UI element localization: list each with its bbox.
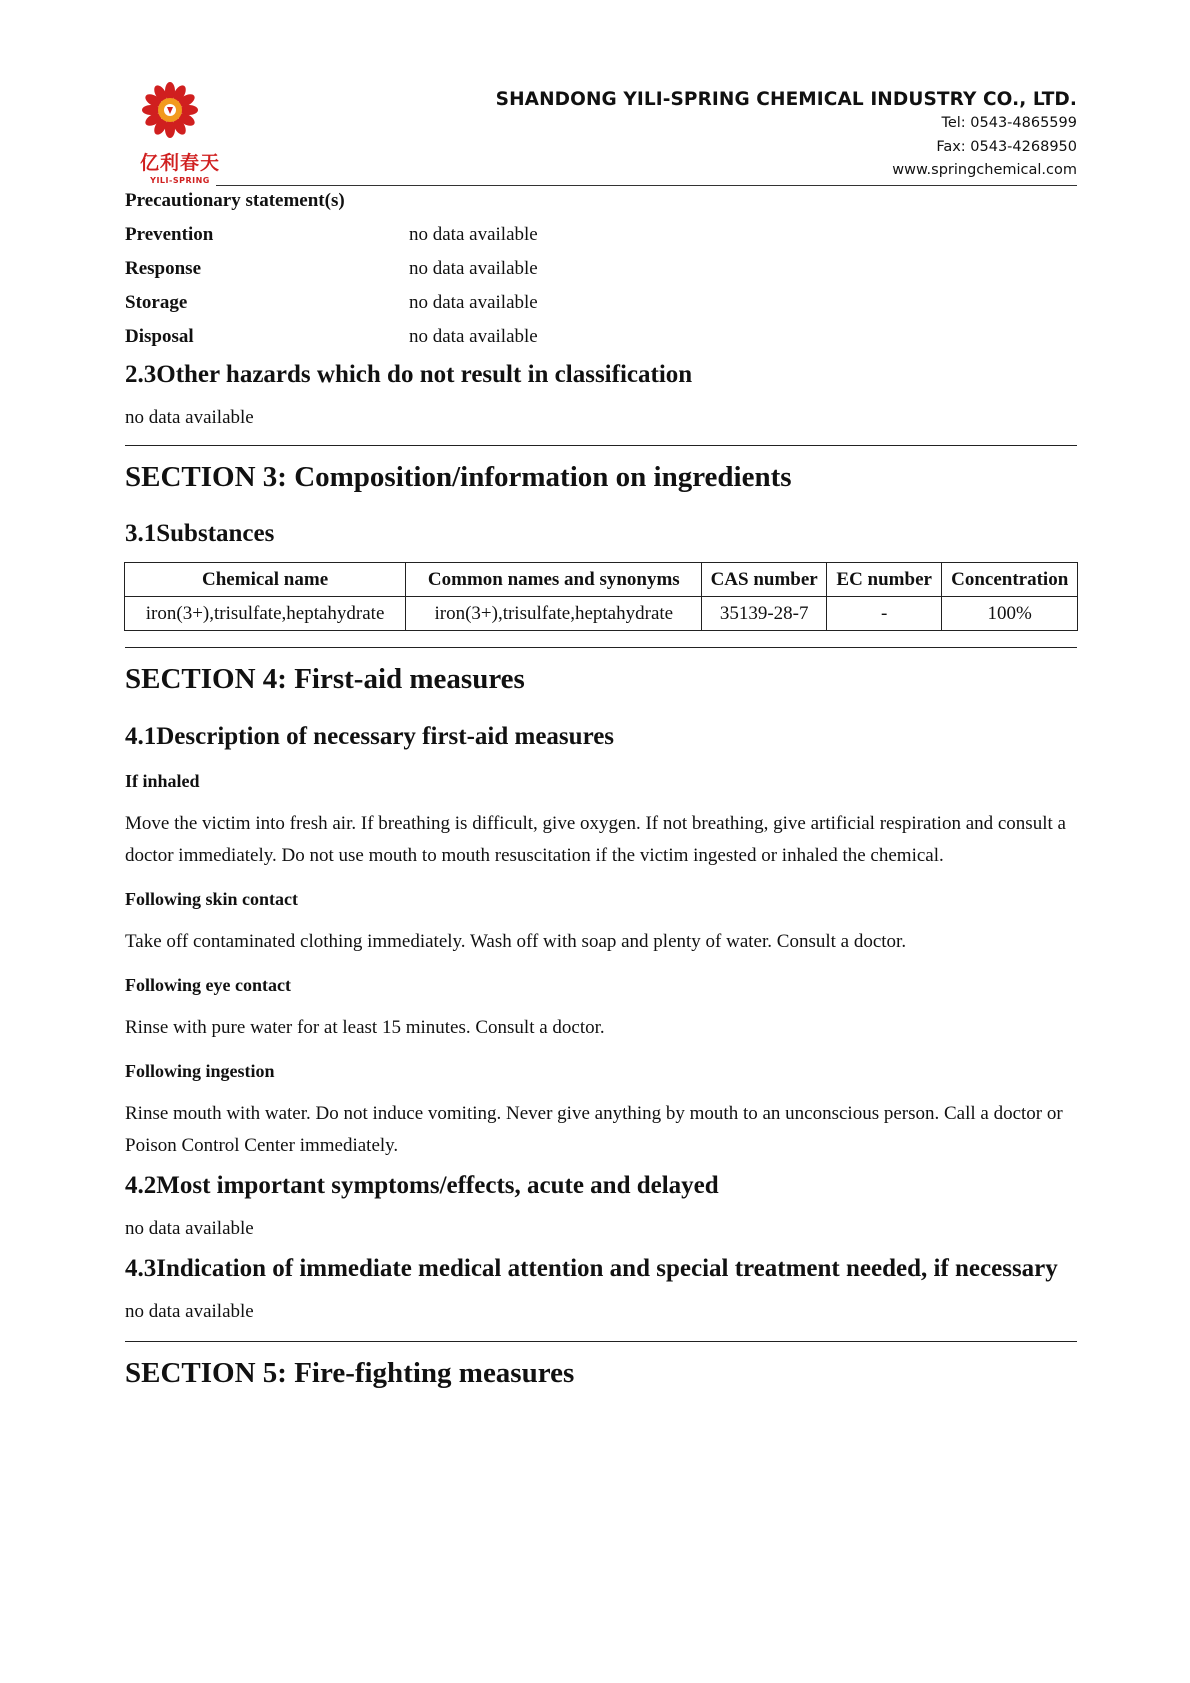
section-3-title: SECTION 3: Composition/information on ingredients (125, 461, 792, 493)
precaution-row (125, 223, 1077, 247)
cell-cas-number: 35139-28-7 (702, 597, 827, 631)
label-if-inhaled: If inhaled (125, 771, 200, 791)
col-concentration: Concentration (942, 563, 1078, 597)
precaution-value: no data available (409, 258, 538, 279)
section-4-title: SECTION 4: First-aid measures (125, 663, 525, 695)
company-header (496, 88, 1077, 183)
precaution-label: Response (125, 258, 202, 279)
precaution-label: Prevention (125, 224, 214, 245)
section-divider (125, 647, 1077, 648)
col-cas-number: CAS number (702, 563, 827, 597)
section-divider (125, 1341, 1077, 1342)
section-5-title: SECTION 5: Fire-fighting measures (125, 1357, 575, 1389)
company-website[interactable]: www.springchemical.com (892, 162, 1077, 178)
label-skin-contact: Following skin contact (125, 889, 299, 909)
col-ec-number: EC number (826, 563, 941, 597)
col-chemical-name: Chemical name (125, 563, 406, 597)
precaution-label: Disposal (125, 326, 194, 347)
cell-concentration: 100% (942, 597, 1078, 631)
heading-4-1: 4.1Description of necessary first-aid measures (125, 723, 615, 750)
text-4-2: no data available (125, 1218, 254, 1239)
label-eye-contact: Following eye contact (125, 975, 291, 995)
text-4-3: no data available (125, 1301, 254, 1322)
heading-4-3: 4.3Indication of immediate medical attention and special treatment needed, if necessary (125, 1255, 1058, 1282)
header-divider (216, 185, 1077, 186)
col-common-names: Common names and synonyms (406, 563, 702, 597)
precaution-value: no data available (409, 224, 538, 245)
company-name: SHANDONG YILI-SPRING CHEMICAL INDUSTRY CO., LTD. (495, 89, 1077, 110)
heading-4-2: 4.2Most important symptoms/effects, acute and delayed (125, 1172, 719, 1199)
heading-3-1: 3.1Substances (125, 520, 275, 547)
label-ingestion: Following ingestion (125, 1061, 275, 1081)
text-ingestion: Rinse mouth with water. Do not induce vomiting. Never give anything by mouth to an unconscious person. Call a doctor or Poison Control Center immediately. (125, 1103, 1063, 1156)
document-content (125, 189, 1077, 1391)
section-divider (125, 445, 1077, 446)
cell-ec-number: - (826, 597, 941, 631)
text-2-3: no data available (125, 407, 254, 428)
precaution-value: no data available (409, 292, 538, 313)
company-logo (140, 80, 220, 186)
precaution-row (125, 325, 1077, 349)
table-row (125, 597, 1078, 631)
heading-2-3: 2.3Other hazards which do not result in classification (125, 361, 693, 388)
sunflower-logo-icon (140, 80, 220, 152)
precaution-label: Storage (125, 292, 188, 313)
logo-text-chinese: 亿利春天 (140, 152, 221, 174)
logo-text-english: YILI-SPRING (150, 176, 210, 185)
cell-chemical-name: iron(3+),trisulfate,heptahydrate (125, 597, 406, 631)
precautionary-title: Precautionary statement(s) (125, 190, 345, 211)
precaution-row (125, 257, 1077, 281)
company-tel: Tel: 0543-4865599 (941, 115, 1077, 131)
precaution-value: no data available (409, 326, 538, 347)
text-if-inhaled: Move the victim into fresh air. If breathing is difficult, give oxygen. If not breathing, give artificial respiration and consult a doctor immediately. Do not use mouth to mouth resuscitation if the victim ingested or inhaled the chemical. (125, 813, 1066, 866)
company-fax: Fax: 0543-4268950 (936, 138, 1077, 155)
text-skin-contact: Take off contaminated clothing immediately. Wash off with soap and plenty of water. Consult a doctor. (125, 931, 907, 952)
text-eye-contact: Rinse with pure water for at least 15 minutes. Consult a doctor. (125, 1017, 605, 1038)
precaution-row (125, 291, 1077, 315)
table-header-row (125, 563, 1078, 597)
cell-common-names: iron(3+),trisulfate,heptahydrate (406, 597, 702, 631)
substances-table (124, 562, 1078, 631)
